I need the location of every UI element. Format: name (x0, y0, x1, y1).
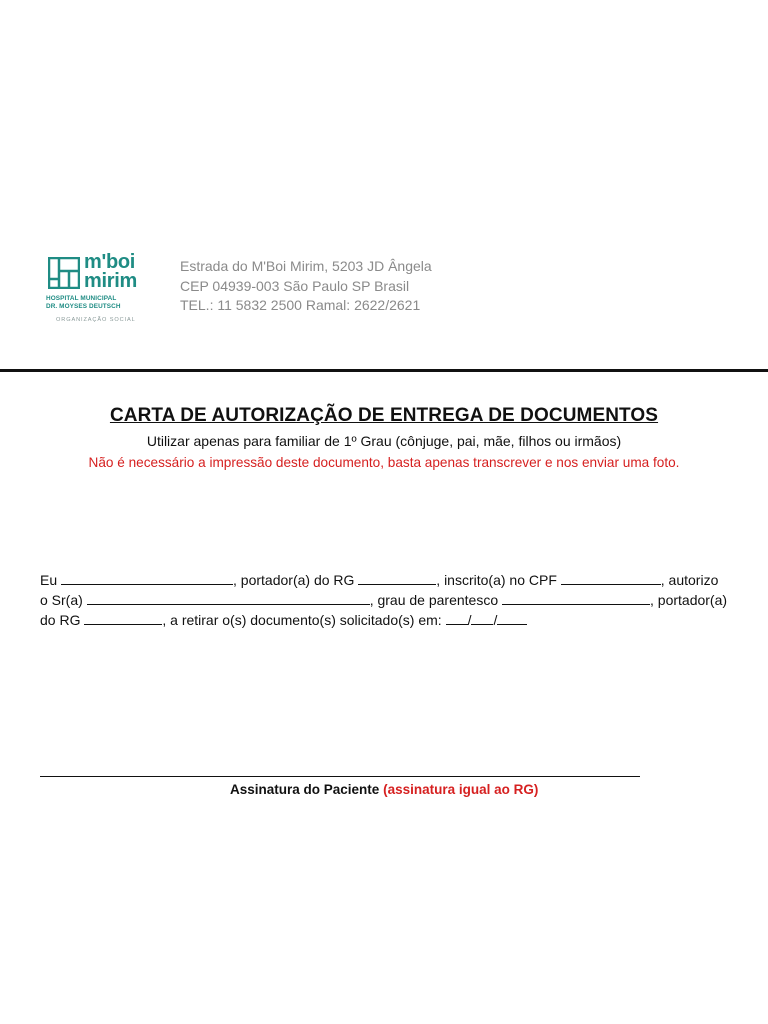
signature-label: Assinatura do Paciente (230, 782, 380, 797)
kinship-blank (502, 590, 650, 605)
hospital-logo (46, 253, 146, 328)
hospital-address (180, 257, 432, 316)
date-day-blank (446, 610, 468, 625)
form-line-2: o Sr(a) , grau de parentesco , portador(a) (40, 592, 728, 608)
logo-hospital-name: HOSPITAL MUNICIPAL DR. MOYSES DEUTSCH (46, 295, 121, 310)
form-line-3: do RG , a retirar o(s) documento(s) solicitado(s) em: / / (40, 610, 760, 630)
relative-name-blank (87, 590, 370, 605)
form-line-1: Eu , portador(a) do RG , inscrito(a) no CPF , autorizo (40, 572, 719, 588)
logo-grid-icon (48, 257, 80, 289)
address-line-cep: CEP 04939-003 São Paulo SP Brasil (180, 277, 410, 294)
date-month-blank (471, 610, 493, 625)
signature-note: (assinatura igual ao RG) (383, 782, 539, 797)
rg-blank (358, 570, 436, 585)
logo-organization: ORGANIZAÇÃO SOCIAL (56, 317, 136, 323)
address-line-street: Estrada do M'Boi Mirim, 5203 JD Ângela (180, 258, 432, 274)
document-subtitle: Utilizar apenas para familiar de 1º Grau (cônjuge, pai, mãe, filhos ou irmãos) (146, 433, 622, 449)
header-divider (0, 369, 768, 372)
signature-caption (230, 782, 538, 797)
signature-line (40, 776, 640, 777)
document-warning: Não é necessário a impressão deste documento, basta apenas transcrever e nos enviar uma foto. (88, 455, 680, 470)
name-blank (61, 570, 233, 585)
cpf-blank (561, 570, 661, 585)
address-line-phone: TEL.: 11 5832 2500 Ramal: 2622/2621 (180, 297, 421, 313)
document-title: CARTA DE AUTORIZAÇÃO DE ENTREGA DE DOCUMENTOS (109, 405, 659, 426)
date-year-blank (497, 610, 527, 625)
logo-wordmark: m'boi mirim (84, 251, 137, 292)
relative-rg-blank (84, 610, 162, 625)
